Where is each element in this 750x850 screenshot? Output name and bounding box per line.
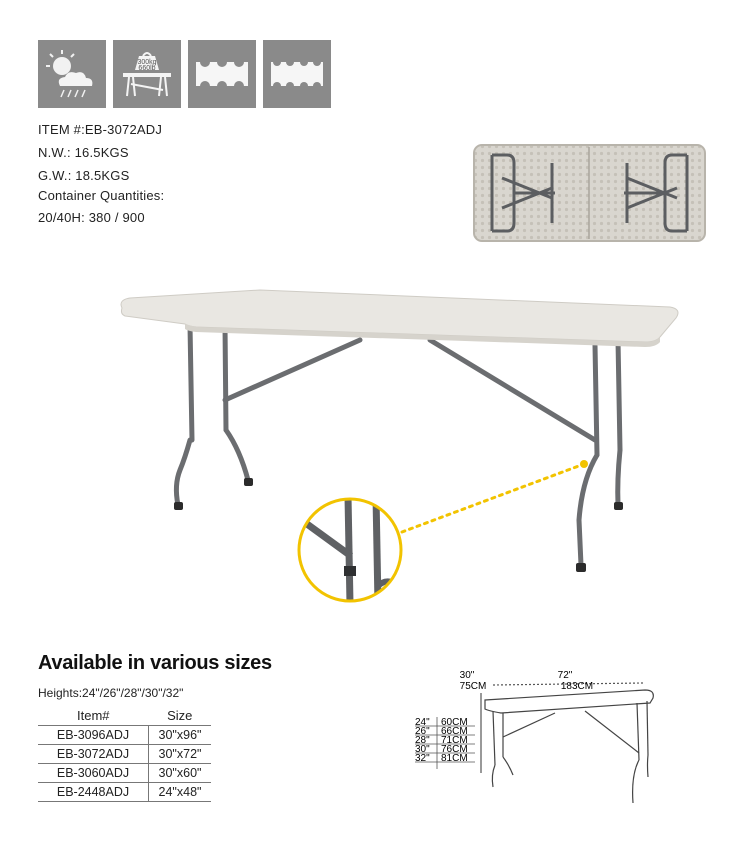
height-30-cm: 76CM: [441, 744, 468, 755]
table-row: [38, 726, 211, 745]
tabletop-pattern-alt-icon: [263, 40, 331, 108]
table-cell-size: 24"x48": [149, 783, 212, 802]
table-cell-item: EB-3072ADJ: [38, 745, 149, 764]
height-26-in: 26": [415, 726, 430, 737]
table-cell-item: EB-3096ADJ: [38, 726, 149, 745]
height-26-cm: 66CM: [441, 726, 468, 737]
container-quantities: 20/40H: 380 / 900: [38, 210, 145, 225]
tabletop-pattern-icon: [188, 40, 256, 108]
depth-inches: 30": [459, 670, 475, 681]
table-row: [38, 745, 211, 764]
load-capacity-icon: [113, 40, 181, 108]
table-cell-size: 30"x72": [149, 745, 212, 764]
height-30-in: 30": [415, 744, 430, 755]
table-cell-item: EB-3060ADJ: [38, 764, 149, 783]
sizes-heading: Available in various sizes: [38, 652, 272, 674]
height-adjust-detail-image: [296, 496, 404, 604]
height-28-cm: 71CM: [441, 735, 468, 746]
length-cm: 183CM: [560, 681, 594, 692]
depth-cm: 75CM: [459, 681, 487, 692]
sizes-table: [38, 706, 211, 802]
table-cell-size: 30"x96": [149, 726, 212, 745]
height-24-in: 24": [415, 717, 430, 728]
height-24-cm: 60CM: [441, 717, 468, 728]
column-header-size: Size: [149, 706, 212, 726]
table-header-row: [38, 706, 211, 726]
length-inches: 72": [557, 670, 573, 681]
load-kg-text: 300kg: [137, 59, 157, 66]
table-cell-size: 30"x60": [149, 764, 212, 783]
folded-table-underside-image: [472, 143, 707, 243]
container-label: Container Quantities:: [38, 188, 165, 203]
table-row: [38, 764, 211, 783]
gross-weight: G.W.: 18.5KGS: [38, 168, 130, 183]
table-cell-item: EB-2448ADJ: [38, 783, 149, 802]
item-number: ITEM #:EB-3072ADJ: [38, 122, 163, 137]
height-32-in: 32": [415, 753, 430, 764]
dimension-diagram: [405, 665, 705, 815]
height-32-cm: 81CM: [441, 753, 468, 764]
load-lb-text: 660lb: [138, 65, 156, 72]
column-header-item: Item#: [38, 706, 149, 726]
net-weight: N.W.: 16.5KGS: [38, 145, 129, 160]
table-row: [38, 783, 211, 802]
weather-resistant-icon: [38, 40, 106, 108]
height-28-in: 28": [415, 735, 430, 746]
heights-text: Heights:24"/26"/28"/30"/32": [38, 686, 184, 700]
